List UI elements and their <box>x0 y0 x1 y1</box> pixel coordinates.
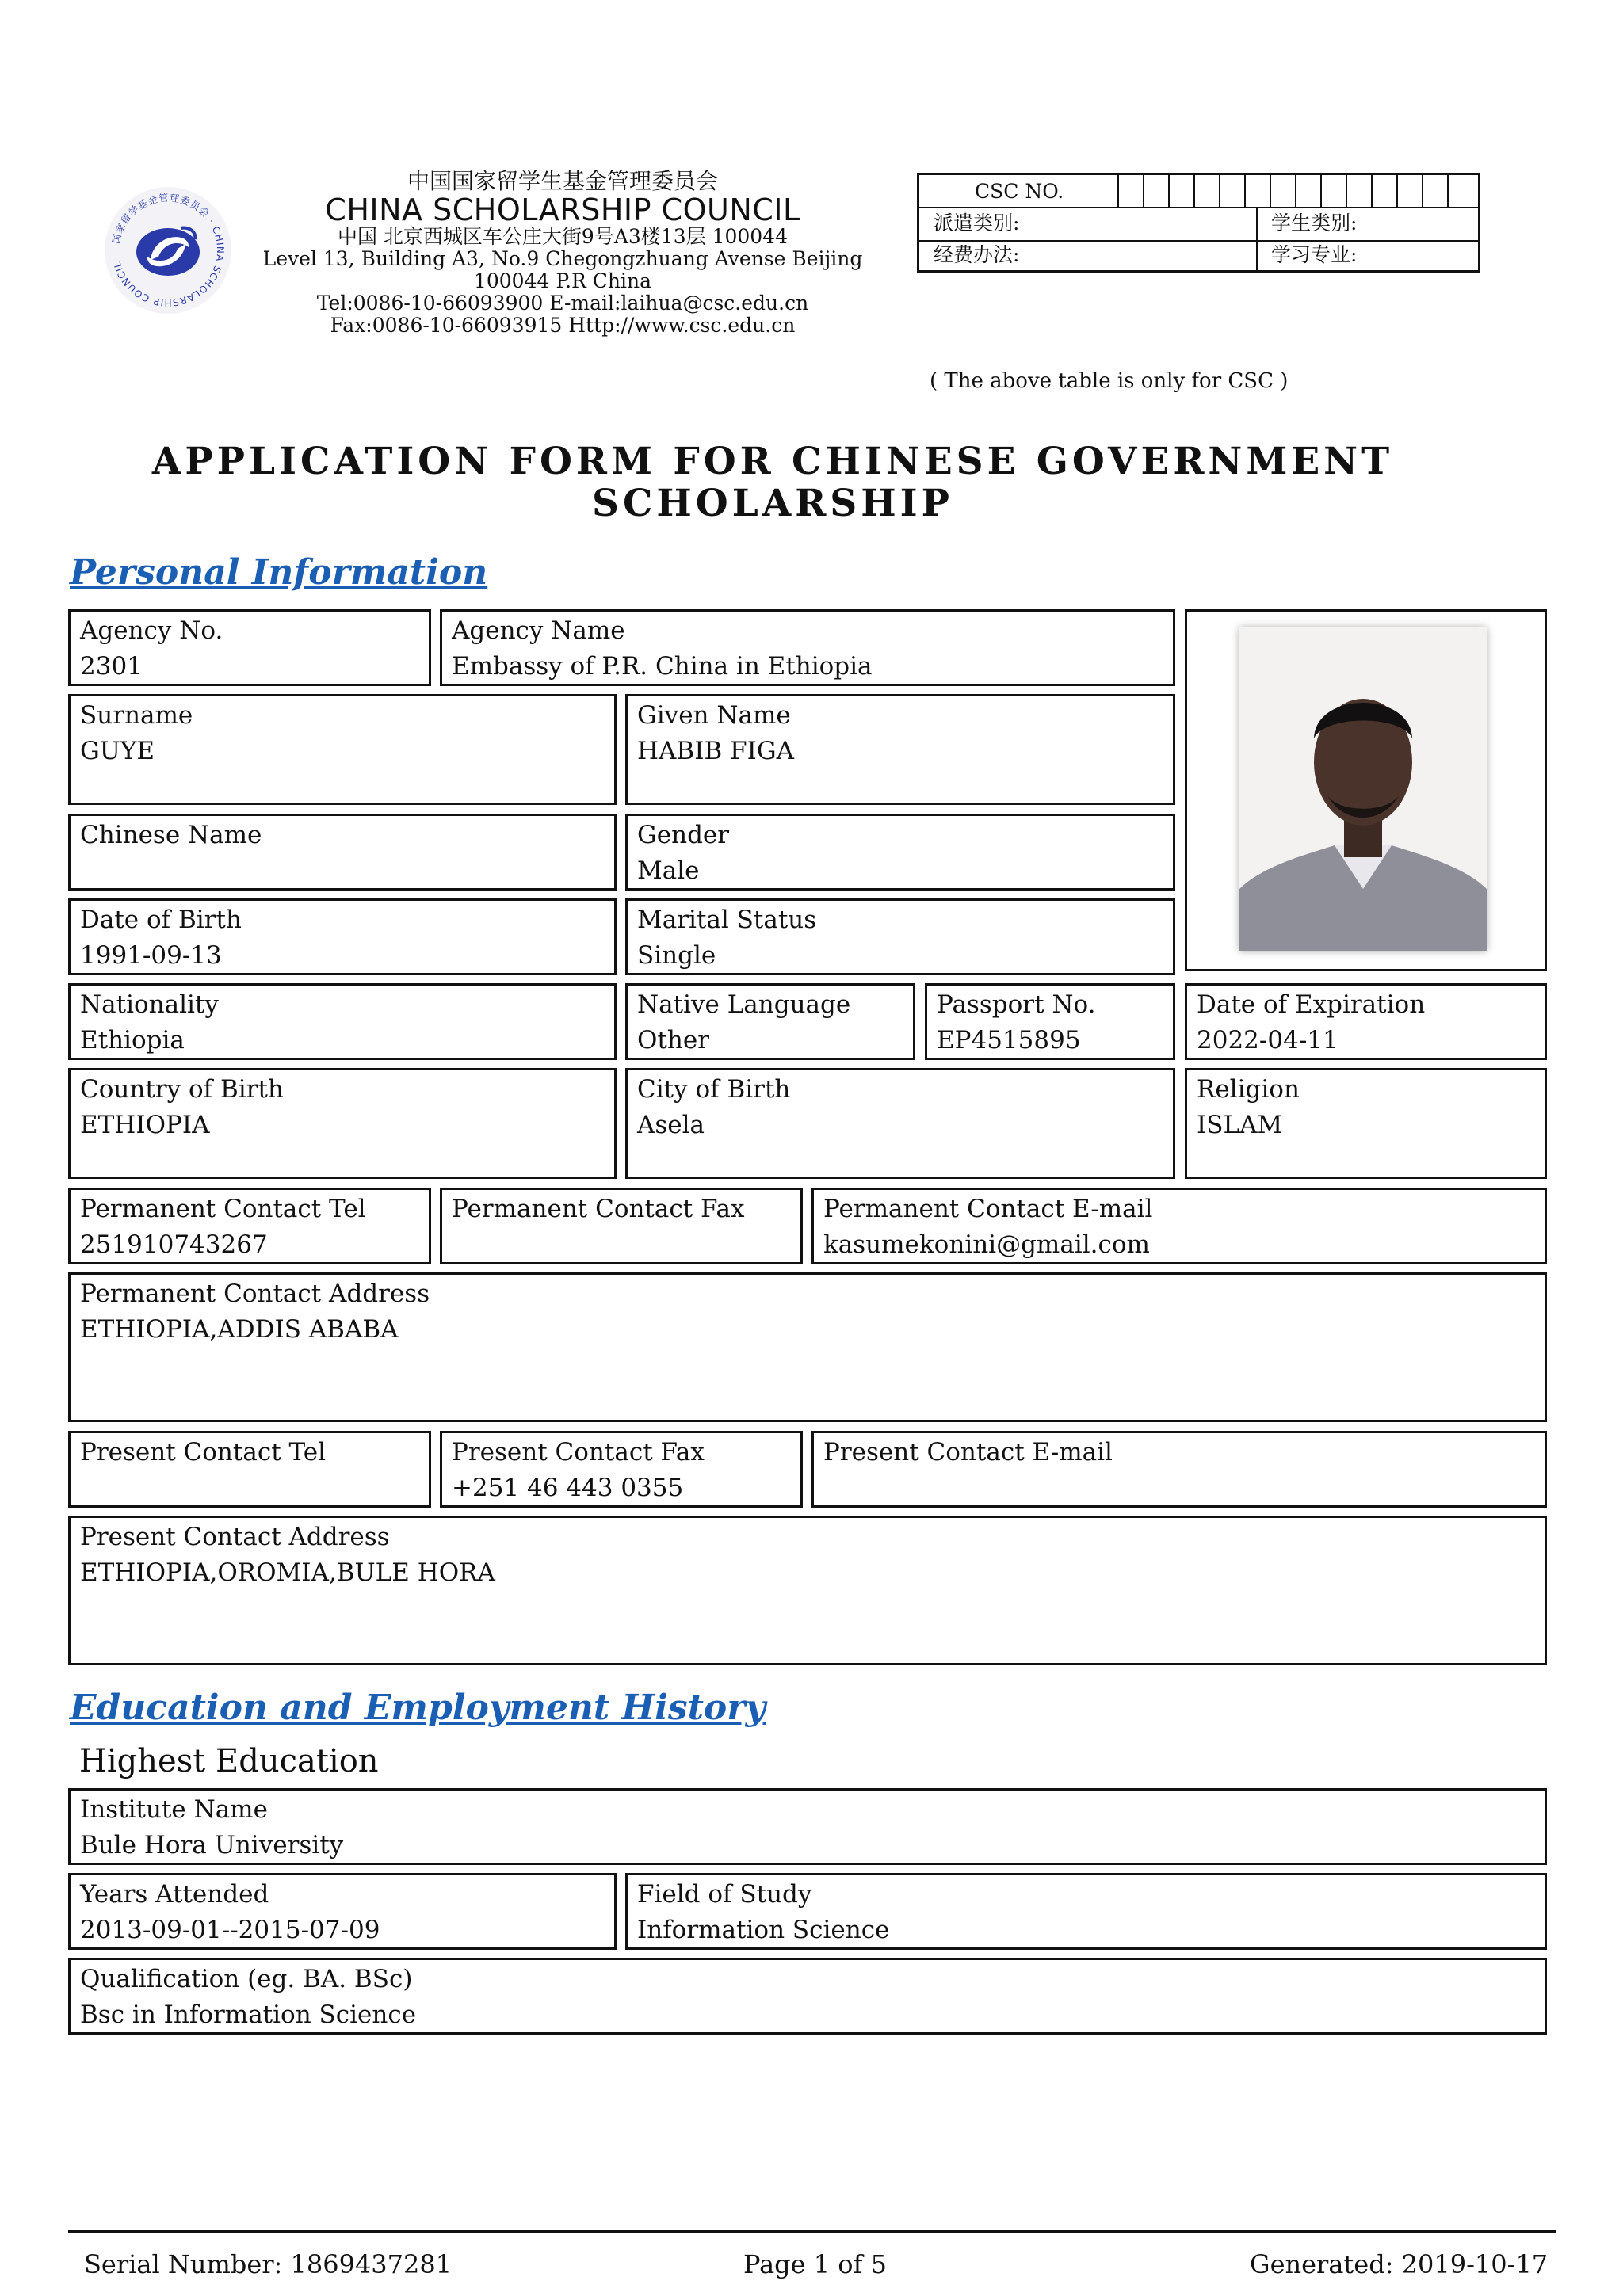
csc-no-cell-divider <box>1193 175 1195 207</box>
csc-logo <box>101 184 235 317</box>
csc-type-row <box>919 207 1478 242</box>
field-label: Years Attended <box>80 1880 269 1909</box>
student-type-label: 学生类别: <box>1271 212 1358 235</box>
field-present-address <box>68 1516 1547 1665</box>
field-value: kasumekonini@gmail.com <box>823 1230 1150 1259</box>
csc-no-label: CSC NO. <box>975 180 1064 203</box>
field-value: ETHIOPIA,ADDIS ABABA <box>80 1315 399 1344</box>
field-marital-status <box>625 898 1175 975</box>
csc-no-cell-divider <box>1117 175 1119 207</box>
field-gender <box>625 814 1175 891</box>
section-education-history: Education and Employment History <box>70 1688 766 1728</box>
field-label: Qualification (eg. BA. BSc) <box>80 1965 413 1993</box>
highest-education-heading: Highest Education <box>79 1743 379 1779</box>
csc-no-cell-divider <box>1320 175 1322 207</box>
footer-generated-date: Generated: 2019-10-17 <box>1250 2249 1549 2279</box>
field-value: 2301 <box>80 652 143 681</box>
field-label: Native Language <box>637 990 851 1019</box>
field-value: 2013-09-01--2015-07-09 <box>80 1916 380 1944</box>
field-label: Permanent Contact E-mail <box>823 1195 1153 1223</box>
field-label: Gender <box>637 821 730 849</box>
field-label: Present Contact E-mail <box>823 1438 1113 1466</box>
field-date-of-expiration <box>1185 983 1547 1060</box>
funding-label: 经费办法: <box>934 243 1020 266</box>
field-surname <box>68 694 617 805</box>
field-label: Date of Birth <box>80 906 242 934</box>
footer-page-number: Page 1 of 5 <box>743 2249 887 2279</box>
field-label: Given Name <box>637 701 791 730</box>
field-city-of-birth <box>625 1068 1175 1179</box>
footer-serial-number: Serial Number: 1869437281 <box>84 2249 453 2279</box>
field-value: 1991-09-13 <box>80 941 222 970</box>
field-value: Other <box>637 1026 710 1055</box>
field-passport-no <box>925 983 1175 1060</box>
field-value: Bule Hora University <box>80 1831 344 1859</box>
field-present-tel <box>68 1431 431 1508</box>
field-label: Passport No. <box>937 990 1096 1019</box>
field-permanent-address <box>68 1272 1547 1422</box>
field-given-name <box>625 694 1175 805</box>
applicant-photo <box>1239 627 1487 951</box>
csc-col-divider <box>1256 207 1258 240</box>
csc-no-cell-divider <box>1346 175 1347 207</box>
major-label: 学习专业: <box>1271 243 1358 266</box>
field-label: City of Birth <box>637 1075 791 1104</box>
section-personal-information: Personal Information <box>70 552 488 593</box>
field-agency-name <box>440 609 1175 686</box>
csc-funding-row <box>919 240 1478 270</box>
field-value: Information Science <box>637 1916 890 1944</box>
org-address-cn: 中国 北京西城区车公庄大街9号A3楼13层 100044 <box>337 225 788 248</box>
field-permanent-fax <box>440 1188 803 1264</box>
field-value: ISLAM <box>1197 1111 1283 1139</box>
csc-logo-emblem <box>101 184 235 317</box>
field-value: ETHIOPIA <box>80 1111 210 1139</box>
field-qualification <box>68 1958 1547 2035</box>
field-institute-name <box>68 1788 1547 1865</box>
org-address-en-1: Level 13, Building A3, No.9 Chegongzhuang Avense Beijing <box>262 247 863 270</box>
field-value: +251 46 443 0355 <box>452 1474 684 1502</box>
applicant-photo-frame <box>1185 609 1547 971</box>
field-label: Present Contact Address <box>80 1523 390 1551</box>
org-address-en-2: 100044 P.R China <box>473 269 652 292</box>
org-name-cn: 中国国家留学生基金管理委员会 <box>407 168 718 194</box>
org-tel-email: Tel:0086-10-66093900 E-mail:laihua@csc.edu.cn <box>316 292 809 315</box>
field-label: Present Contact Fax <box>452 1438 705 1466</box>
field-label: Present Contact Tel <box>80 1438 327 1466</box>
field-permanent-tel <box>68 1188 431 1264</box>
csc-no-cell-divider <box>1422 175 1423 207</box>
field-present-fax <box>440 1431 803 1508</box>
field-years-attended <box>68 1873 617 1950</box>
field-present-email <box>812 1431 1547 1508</box>
field-label: Institute Name <box>80 1795 268 1824</box>
csc-no-cell-divider <box>1447 175 1449 207</box>
field-value: Bsc in Information Science <box>80 2000 417 2029</box>
field-label: Agency No. <box>80 616 223 645</box>
org-fax-web: Fax:0086-10-66093915 Http://www.csc.edu.cn <box>330 314 796 337</box>
form-title-line-2: SCHOLARSHIP <box>592 482 953 525</box>
field-native-language <box>625 983 915 1060</box>
field-value: ETHIOPIA,OROMIA,BULE HORA <box>80 1558 495 1587</box>
field-label: Nationality <box>80 990 219 1019</box>
field-label: Permanent Contact Tel <box>80 1195 366 1223</box>
field-label: Permanent Contact Fax <box>452 1195 745 1223</box>
field-agency-no <box>68 609 431 686</box>
field-value: EP4515895 <box>937 1026 1081 1055</box>
field-label: Religion <box>1197 1075 1300 1104</box>
form-title-line-1: APPLICATION FORM FOR CHINESE GOVERNMENT <box>151 440 1394 483</box>
csc-no-cell-divider <box>1270 175 1271 207</box>
field-value: 251910743267 <box>80 1230 268 1259</box>
field-value: GUYE <box>80 737 155 765</box>
field-value: Asela <box>637 1111 705 1139</box>
field-label: Field of Study <box>637 1880 812 1909</box>
csc-no-cell-divider <box>1168 175 1170 207</box>
csc-no-cell-divider <box>1295 175 1296 207</box>
field-date-of-birth <box>68 898 617 975</box>
org-name-en: CHINA SCHOLARSHIP COUNCIL <box>325 193 800 227</box>
field-value: Single <box>637 941 716 970</box>
csc-no-cell-divider <box>1143 175 1144 207</box>
csc-col-divider <box>1256 240 1258 270</box>
applicant-portrait-image <box>1239 627 1487 951</box>
field-label: Chinese Name <box>80 821 262 849</box>
field-value: Male <box>637 856 700 885</box>
csc-no-cell-divider <box>1244 175 1246 207</box>
field-label: Surname <box>80 701 193 730</box>
field-label: Country of Birth <box>80 1075 284 1104</box>
field-chinese-name <box>68 814 617 891</box>
field-label: Date of Expiration <box>1197 990 1426 1019</box>
field-label: Permanent Contact Address <box>80 1280 430 1308</box>
csc-office-table <box>917 173 1480 273</box>
field-value: Ethiopia <box>80 1026 185 1055</box>
field-label: Agency Name <box>452 616 625 645</box>
svg-text:国家留学基金管理委员会 · CHINA SCHOLARSHI: 国家留学基金管理委员会 · CHINA SCHOLARSHIP COUNCIL <box>110 192 227 309</box>
csc-no-cell-divider <box>1219 175 1220 207</box>
field-value: 2022-04-11 <box>1197 1026 1338 1055</box>
field-value: HABIB FIGA <box>637 737 794 765</box>
field-permanent-email <box>812 1188 1547 1264</box>
field-label: Marital Status <box>637 906 817 934</box>
csc-no-cell-divider <box>1371 175 1373 207</box>
field-nationality <box>68 983 617 1060</box>
field-country-of-birth <box>68 1068 617 1179</box>
csc-no-row <box>919 175 1478 208</box>
footer-divider <box>68 2230 1556 2233</box>
csc-no-cell-divider <box>1396 175 1398 207</box>
field-value: Embassy of P.R. China in Ethiopia <box>452 652 873 681</box>
field-religion <box>1185 1068 1547 1179</box>
field-field-of-study <box>625 1873 1547 1950</box>
dispatch-type-label: 派遣类别: <box>934 212 1020 235</box>
csc-table-note: ( The above table is only for CSC ) <box>930 369 1289 393</box>
